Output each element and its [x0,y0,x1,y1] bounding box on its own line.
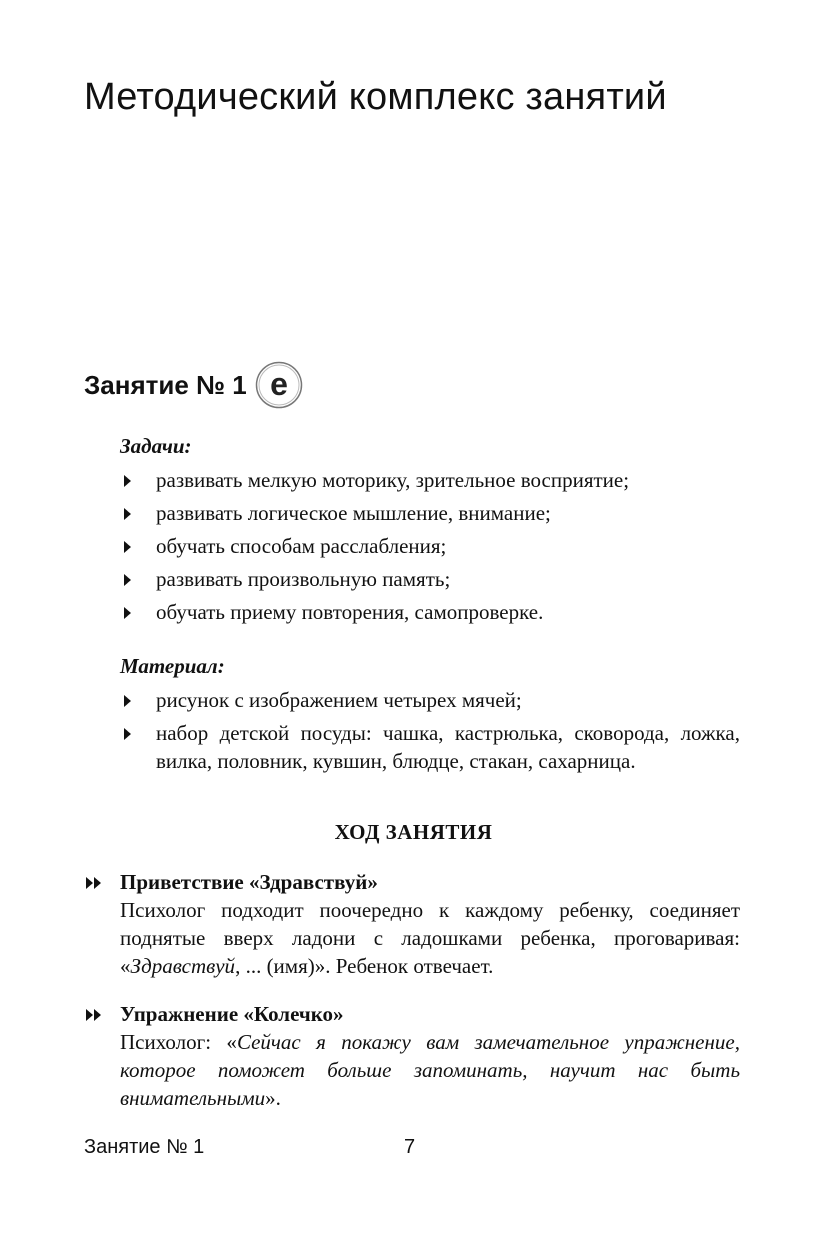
exercise-title: Приветствие «Здравствуй» [84,868,740,896]
exercise-text: Психолог: «Сейчас я покажу вам замечательное упражнение, которое поможет больше запоминать, научит нас быть внимательными». [120,1030,740,1110]
tasks-heading: Задачи: [120,434,192,458]
material-block [120,652,740,775]
lesson-heading [84,361,303,409]
section-heading: ХОД ЗАНЯТИЯ [334,820,493,844]
running-head: Методический комплекс занятий [84,76,667,118]
exercise-text: Психолог подходит поочередно к каждому ребенку, соединяет поднятые вверх ладони с ладошками ребенка, проговаривая: «Здравствуй, ... (имя)». Ребенок отвечает. [120,898,740,978]
e-letter-badge-icon [255,361,303,409]
triangle-bullet-icon [124,695,131,707]
triangle-bullet-icon [124,728,131,740]
list-item: набор детской посуды: чашка, кастрюлька, сковорода, ложка, вилка, половник, кувшин, блюдце, стакан, сахарница. [120,719,740,775]
exercise-greeting [84,868,740,980]
material-heading: Материал: [120,654,225,678]
exercise-title: Упражнение «Колечко» [84,1000,740,1028]
triangle-bullet-icon [124,475,131,487]
tasks-list [120,466,740,626]
list-item: обучать способам расслабления; [120,532,740,560]
triangle-bullet-icon [124,574,131,586]
list-item: развивать произвольную память; [120,565,740,593]
exercise-ring [84,1000,740,1112]
footer-lesson-label: Занятие № 1 [84,1136,205,1158]
triangle-bullet-icon [124,607,131,619]
list-item: развивать мелкую моторику, зрительное восприятие; [120,466,740,494]
triangle-bullet-icon [124,508,131,520]
page-number: 7 [404,1136,416,1158]
list-item: развивать логическое мышление, внимание; [120,499,740,527]
lesson-title: Занятие № 1 [84,369,247,400]
double-triangle-bullet-icon [86,1009,102,1021]
tasks-block [120,432,740,626]
svg-text:e: e [269,366,288,402]
material-list [120,686,740,775]
triangle-bullet-icon [124,541,131,553]
double-triangle-bullet-icon [86,877,102,889]
list-item: обучать приему повторения, самопроверке. [120,598,740,626]
list-item: рисунок с изображением четырех мячей; [120,686,740,714]
